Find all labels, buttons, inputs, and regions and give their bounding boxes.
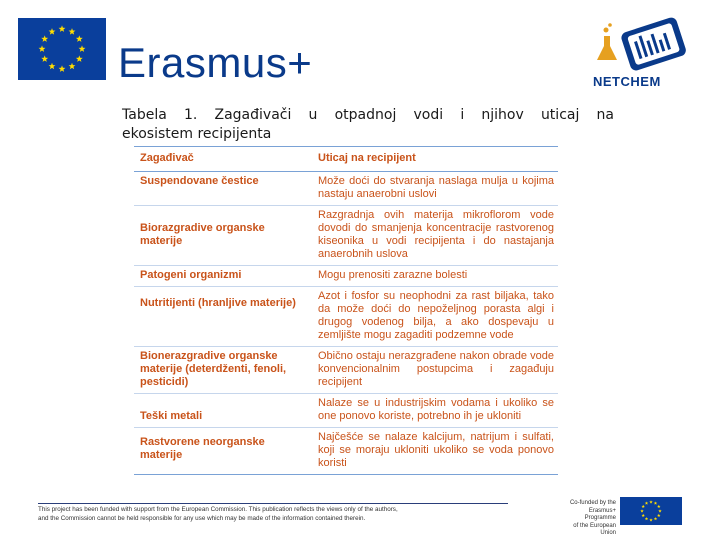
eu-star-icon (657, 505, 660, 508)
eu-star-icon (76, 55, 83, 62)
eu-stars-small-icon (620, 497, 682, 525)
pollutant-cell: Bionerazgradive organske materije (deterdženti, fenoli, pesticidi) (134, 347, 312, 394)
eu-star-icon (645, 517, 648, 520)
header-impact: Uticaj na recipijent (312, 147, 558, 172)
eu-stars-icon (18, 18, 106, 80)
eu-star-icon (654, 517, 657, 520)
disclaimer-line-1: This project has been funded with support from the European Commission. This publication reflects the views only of the authors, (38, 506, 398, 513)
erasmus-brand-title: Erasmus+ (118, 39, 313, 86)
eu-star-icon (49, 28, 56, 35)
table-row (134, 428, 558, 475)
pollutants-table (134, 146, 558, 475)
table-caption (122, 106, 614, 144)
table-row (134, 206, 558, 266)
impact-cell: Razgradnja ovih materija mikroflorom vode dovodi do smanjenja koncentracije rastvorenog kiseonika u vodi recipijenta i do nastajanja anaerobnih uslova (312, 206, 558, 266)
pollutant-cell: Suspendovane čestice (134, 172, 312, 206)
impact-cell: Mogu prenositi zarazne bolesti (312, 266, 558, 287)
cofund-line-3: of the European Union (573, 522, 616, 536)
eu-star-icon (657, 514, 660, 517)
eu-star-icon (79, 45, 86, 52)
cofunded-label (568, 500, 616, 538)
eu-star-icon (69, 63, 76, 70)
table-row (134, 172, 558, 206)
table-row (134, 394, 558, 428)
funding-disclaimer (38, 503, 508, 523)
eu-star-icon (654, 501, 657, 504)
caption-line-2: ekosistem recipijenta (122, 126, 272, 142)
impact-cell: Može doći do stvaranja naslaga mulja u kojima nastaju anaerobni uslovi (312, 172, 558, 206)
table-row (134, 266, 558, 287)
cofund-line-1: Co-funded by the (569, 500, 616, 506)
eu-star-icon (76, 35, 83, 42)
eu-star-icon (39, 45, 46, 52)
eu-star-icon (645, 501, 648, 504)
pollutant-cell: Biorazgradive organske materije (134, 206, 312, 266)
eu-star-icon (59, 65, 66, 72)
eu-star-icon (49, 63, 56, 70)
pollutant-cell: Teški metali (134, 394, 312, 428)
caption-line-1: Tabela 1. Zagađivači u otpadnoj vodi i njihov uticaj na (122, 107, 614, 123)
impact-cell: Najčešće se nalaze kalcijum, natrijum i sulfati, koji se moraju ukloniti ukoliko se voda ponovo koristi (312, 428, 558, 475)
eu-star-icon (658, 509, 661, 512)
pollutant-cell: Rastvorene neorganske materije (134, 428, 312, 475)
eu-star-icon (649, 500, 652, 503)
eu-star-icon (641, 514, 644, 517)
eu-star-icon (649, 518, 652, 521)
netchem-logo-text: NETCHEM (593, 74, 661, 89)
eu-flag-small-logo (620, 497, 682, 525)
header-pollutant: Zagađivač (134, 147, 312, 172)
eu-star-icon (59, 25, 66, 32)
eu-flag-logo (18, 18, 106, 80)
pollutant-cell: Nutritijenti (hranljive materije) (134, 287, 312, 347)
eu-star-icon (41, 35, 48, 42)
impact-cell: Azot i fosfor su neophodni za rast biljaka, tako da može doći do nepoželjnog porasta algi i drugog vodenog bilja, a ako dospevaju u zemljište mogu zagaditi podzemne vode (312, 287, 558, 347)
pollutant-cell: Patogeni organizmi (134, 266, 312, 287)
table-header-row (134, 147, 558, 172)
table-row (134, 287, 558, 347)
cofund-line-2: Erasmus+ Programme (584, 507, 616, 521)
eu-star-icon (640, 509, 643, 512)
eu-star-icon (69, 28, 76, 35)
impact-cell: Nalaze se u industrijskim vodama i ukoliko se one ponovo koriste, potrebno ih je ukloniti (312, 394, 558, 428)
eu-star-icon (641, 505, 644, 508)
eu-star-icon (41, 55, 48, 62)
disclaimer-line-2: and the Commission cannot be held responsible for any use which may be made of the information contained therein. (38, 515, 366, 522)
table-row (134, 347, 558, 394)
impact-cell: Obično ostaju nerazgrađene nakon obrade vode konvencionalnim postupcima i zagađuju recipijent (312, 347, 558, 394)
